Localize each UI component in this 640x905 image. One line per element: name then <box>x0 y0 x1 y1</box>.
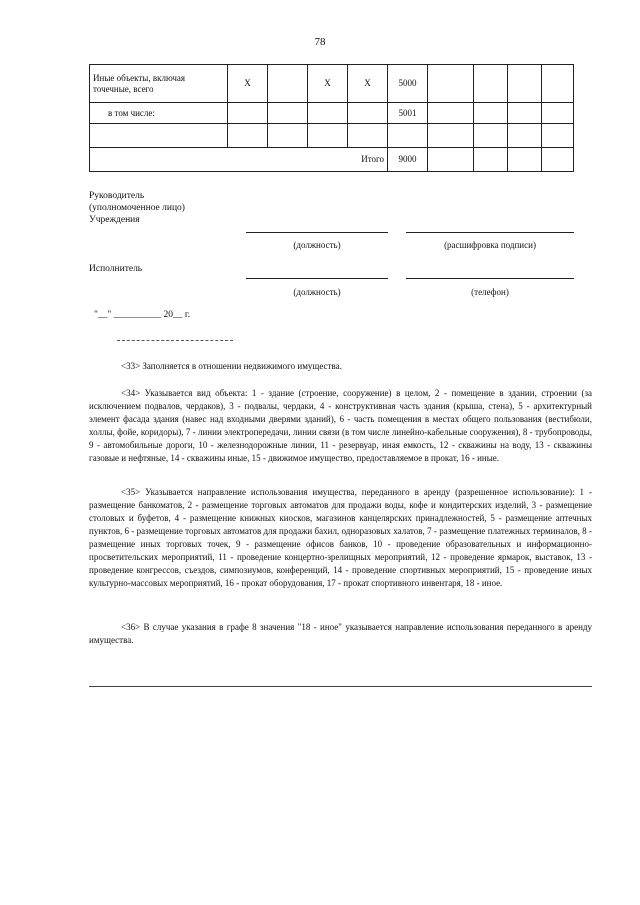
table-cell <box>542 124 574 148</box>
head-label-line1: Руководитель <box>89 191 145 201</box>
table-cell <box>542 103 574 124</box>
table-cell <box>428 65 474 103</box>
row-label: в том числе: <box>90 103 228 124</box>
head-label-line3: Учреждения <box>89 214 140 225</box>
page-number: 78 <box>314 36 326 48</box>
head-label-line2: (уполномоченное лицо) <box>89 202 185 213</box>
bottom-divider <box>89 686 592 687</box>
table-cell <box>308 124 348 148</box>
form-table <box>89 64 574 172</box>
table-row <box>90 124 574 148</box>
table-cell <box>428 148 474 172</box>
decoding-signature-line <box>406 232 574 233</box>
table-cell <box>308 103 348 124</box>
footnote-34: <34> Указывается вид объекта: 1 - здание (строение, сооружение) в целом, 2 - помещение в здании, строении (за исключением подвалов, чердаков), 3 - подвалы, чердаки, 4 - конструктивная часть здания (крыша, стена), 5 - архитектурный элемент фасада здания (навес над входными дверями зданий), 6 - часть помещения в местах общего пользования (вестибюли, холлы, фойе, коридоры), 7 - линии электропередачи, линии связи (в том числе линейно-кабельные сооружения), 8 - трубопроводы, 9 - автомобильные дороги, 10 - железнодорожные линии, 11 - резервуар, иная емкость, 12 - скважины на воду, 13 - скважины газовые и нефтяные, 14 - скважины иные, 15 - движимое имущество, предоставляемое в прокат, 16 - иные. <box>89 388 592 464</box>
decoding-caption: (расшифровка подписи) <box>444 240 536 250</box>
row-code: 5000 <box>388 65 428 103</box>
table-cell: X <box>348 65 388 103</box>
table-cell <box>348 124 388 148</box>
table-cell <box>508 124 542 148</box>
table-row <box>90 103 574 124</box>
row-label: Иные объекты, включая точечные, всего <box>90 65 228 103</box>
executor-phone-caption: (телефон) <box>471 287 509 297</box>
table-cell <box>268 103 308 124</box>
table-cell <box>474 124 508 148</box>
table-cell <box>474 65 508 103</box>
table-cell <box>228 124 268 148</box>
date-line: "__" __________ 20__ г. <box>94 310 191 320</box>
footnote-33: <33> Заполняется в отношении недвижимого имущества. <box>121 361 342 371</box>
table-cell <box>428 103 474 124</box>
table-cell <box>388 124 428 148</box>
table-cell <box>508 103 542 124</box>
footnote-separator <box>117 340 233 341</box>
total-code: 9000 <box>388 148 428 172</box>
total-label: Итого <box>90 148 388 172</box>
executor-position-caption: (должность) <box>293 287 341 297</box>
table-cell: X <box>228 65 268 103</box>
table-cell <box>474 103 508 124</box>
head-signatory-block <box>89 191 185 227</box>
executor-label: Исполнитель <box>89 264 143 274</box>
table-cell <box>428 124 474 148</box>
table-cell <box>90 124 228 148</box>
table-cell <box>228 103 268 124</box>
table-total-row <box>90 148 574 172</box>
position-caption: (должность) <box>293 240 341 250</box>
table-cell <box>348 103 388 124</box>
table-cell <box>268 124 308 148</box>
table-cell <box>508 148 542 172</box>
footnote-36: <36> В случае указания в графе 8 значения "18 - иное" указывается направление использования переданного в аренду имущества. <box>89 622 592 646</box>
table-cell <box>542 148 574 172</box>
table-cell <box>508 65 542 103</box>
table-cell: X <box>308 65 348 103</box>
table-row <box>90 65 574 103</box>
table-cell <box>542 65 574 103</box>
executor-position-line <box>246 278 388 279</box>
table-cell <box>268 65 308 103</box>
position-signature-line <box>246 232 388 233</box>
footnote-35: <35> Указывается направление использования имущества, переданного в аренду (разрешенное использование): 1 - размещение банкоматов, 2 - размещение торговых автоматов для продажи воды, кофе и кондитерских изделий, 3 - размещение столовых и буфетов, 4 - размещение книжных киосков, магазинов канцелярских принадлежностей, 5 - размещение аптечных пунктов, 6 - размещение торговых автоматов для продажи бахил, одноразовых халатов, 7 - размещение платежных терминалов, 8 - размещение иных торговых точек, 9 - размещение офисов банков, 10 - проведение образовательных и информационно-просветительских мероприятий, 11 - проведение концертно-зрелищных мероприятий, 12 - проведение ярмарок, выставок, 13 - проведение конгрессов, съездов, симпозиумов, конференций, 14 - проведение спортивных мероприятий, 15 - проведение иных культурно-массовых мероприятий, 16 - прокат оборудования, 17 - прокат спортивного инвентаря, 18 - иное. <box>89 487 592 589</box>
row-code: 5001 <box>388 103 428 124</box>
executor-phone-line <box>406 278 574 279</box>
table-cell <box>474 148 508 172</box>
